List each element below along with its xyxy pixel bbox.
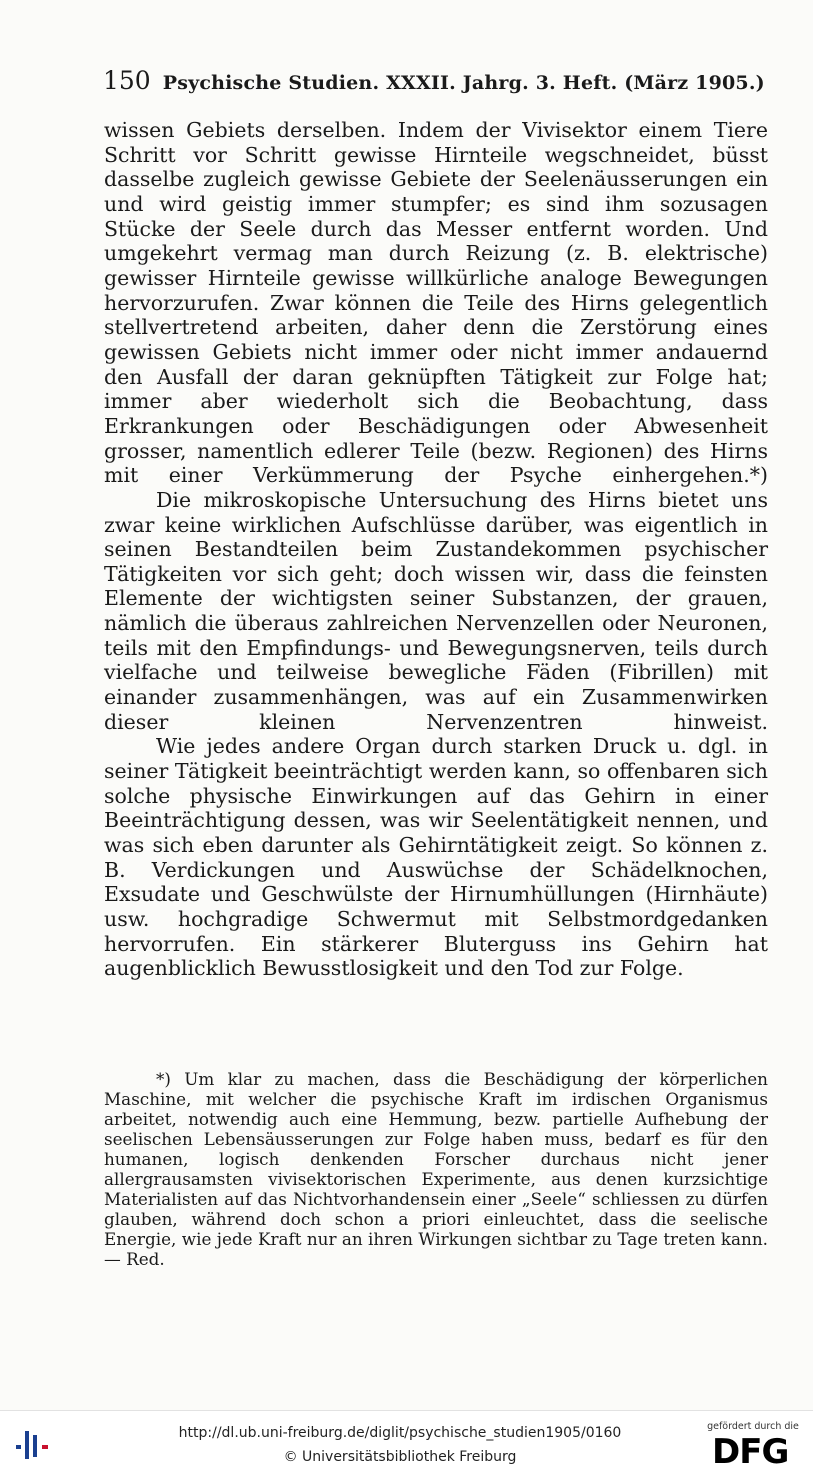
paragraph: wissen Gebiets derselben. Indem der Vivisektor einem Tiere Schritt vor Schritt gewisse Hirnteile wegschneidet, büsst dasselbe zugleich gewisse Gebiete der Seelenäusserungen ein und wird geistig immer stumpfer; es sind ihm sozusagen Stücke der Seele durch das Messer entfernt worden. Und umgekehrt vermag man durch Reizung (z. B. elektrische) gewisser Hirnteile gewisse willkürliche analoge Bewegungen hervorzurufen. Zwar können die Teile des Hirns gelegentlich stellvertretend arbeiten, daher denn die Zerstörung eines gewissen Gebiets nicht immer oder nicht immer andauernd den Ausfall der daran geknüpften Tätigkeit zur Folge hat; immer aber wiederholt sich die Beobachtung, dass Erkrankungen oder Beschädigungen oder Abwesenheit grosser, namentlich edlerer Teile (bezw. Regionen) des Hirns mit einer Verkümmerung der Psyche einhergehen.*)	[104, 118, 768, 488]
footnote-text: *) Um klar zu machen, dass die Beschädigung der körperlichen Maschine, mit welcher die psychische Kraft im irdischen Organismus arbeitet, notwendig auch eine Hemmung, bezw. partielle Aufhebung der seelischen Lebensäusserungen zur Folge haben muss, bedarf es für den humanen, logisch denkenden Forscher durchaus nicht jener allergrausamsten vivisektorischen Experimente, aus denen kurzsichtige Materialisten auf das Nichtvorhandensein einer „Seele“ schliessen zu dürfen glauben, während doch schon a priori einleuchtet, dass die seelische Energie, wie jede Kraft nur an ihren Wirkungen sichtbar zu Tage treten kann. — Red.	[104, 1069, 768, 1269]
running-header	[103, 66, 765, 100]
dfg-logo: DFG	[712, 1432, 789, 1472]
running-title: Psychische Studien. XXXII. Jahrg. 3. Heft. (März 1905.)	[162, 72, 765, 94]
viewer-footer	[0, 1410, 813, 1474]
page-number: 150	[103, 66, 151, 95]
paragraph: Wie jedes andere Organ durch starken Druck u. dgl. in seiner Tätigkeit beeinträchtigt werden kann, so offenbaren sich solche physische Einwirkungen auf das Gehirn in einer Beeinträchtigung dessen, was wir Seelentätigkeit nennen, und was sich eben darunter als Gehirntätigkeit zeigt. So können z. B. Verdickungen und Auswüchse der Schädelknochen, Exsudate und Geschwülste der Hirnumhüllungen (Hirnhäute) usw. hochgradige Schwermut mit Selbstmordgedanken hervorrufen. Ein stärkerer Bluterguss ins Gehirn hat augenblicklich Bewusstlosigkeit und den Tod zur Folge.	[104, 734, 768, 981]
funding-note: gefördert durch die	[707, 1421, 799, 1432]
body-text	[104, 118, 768, 981]
ub-freiburg-logo-icon	[12, 1425, 54, 1461]
permalink-url[interactable]: http://dl.ub.uni-freiburg.de/diglit/psychische_studien1905/0160	[178, 1425, 622, 1441]
copyright-notice: © Universitätsbibliothek Freiburg	[283, 1449, 517, 1465]
footnote	[104, 1069, 768, 1269]
paragraph: Die mikroskopische Untersuchung des Hirns bietet uns zwar keine wirklichen Aufschlüsse darüber, was eigentlich in seinen Bestandteilen beim Zustandekommen psychischer Tätigkeiten vor sich geht; doch wissen wir, dass die feinsten Elemente der wichtigsten seiner Substanzen, der grauen, nämlich die überaus zahlreichen Nervenzellen oder Neuronen, teils mit den Empfindungs- und Bewegungsnerven, teils durch vielfache und teilweise bewegliche Fäden (Fibrillen) mit einander zusammenhängen, was auf ein Zusammenwirken dieser kleinen Nervenzentren hinweist.	[104, 487, 768, 734]
